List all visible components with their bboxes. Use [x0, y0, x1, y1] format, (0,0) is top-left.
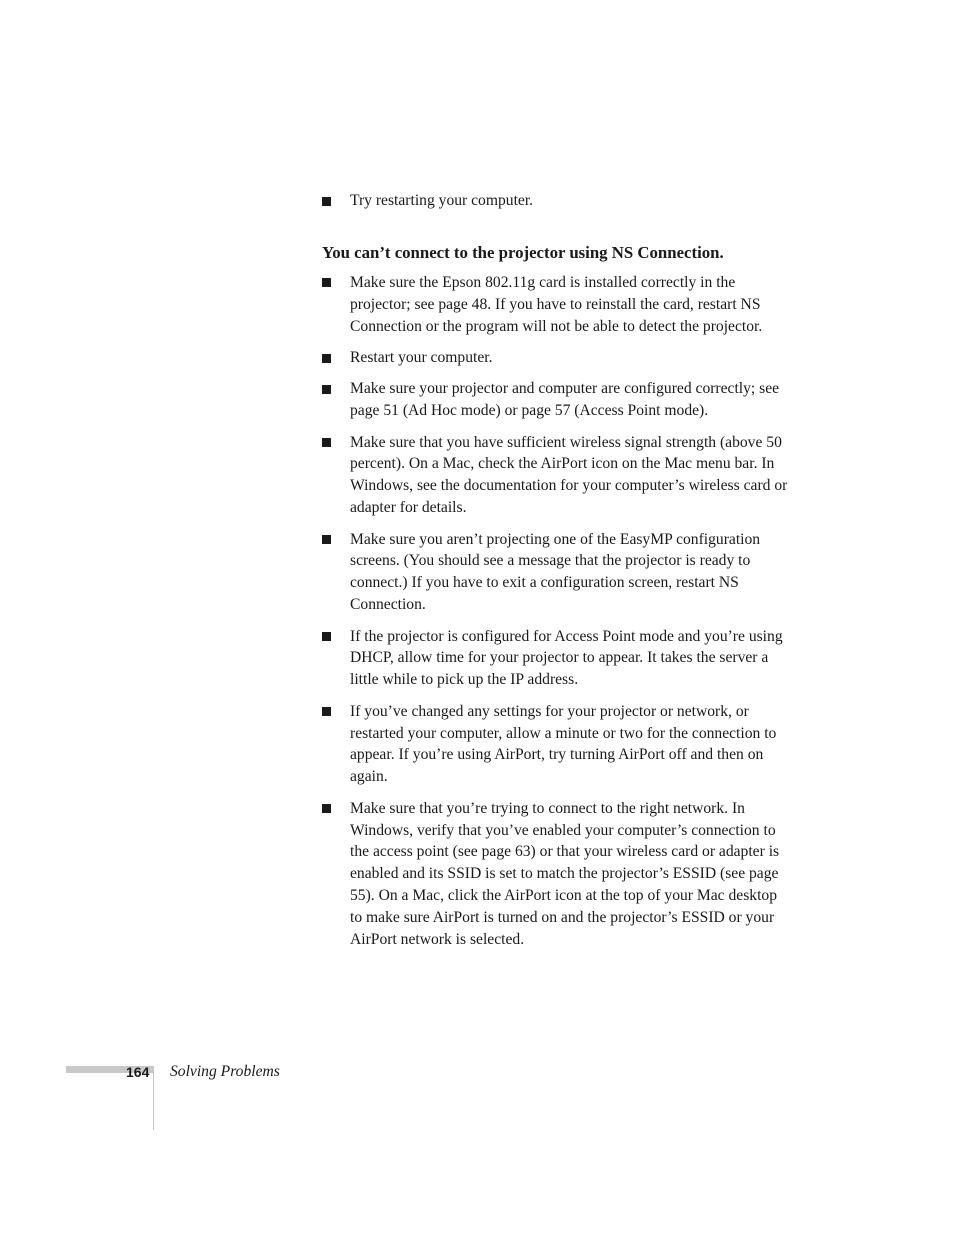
- list-item-text: Restart your computer.: [350, 349, 493, 367]
- footer-divider: [153, 1066, 154, 1130]
- list-item: [322, 347, 788, 369]
- page-content: [322, 190, 788, 960]
- page-number: 164: [126, 1064, 150, 1080]
- list-item: [322, 701, 788, 789]
- list-item-text: Try restarting your computer.: [350, 192, 534, 209]
- list-item-text: Make sure you aren’t projecting one of the EasyMP configuration screens. (You should see a message that the projector is ready to connect.) If you have to exit a configuration screen, restart NS Connection.: [350, 530, 761, 614]
- square-bullet-icon: [322, 438, 331, 447]
- section-heading: You can’t connect to the projector using NS Connection.: [322, 242, 724, 262]
- square-bullet-icon: [322, 354, 331, 363]
- list-item-text: Make sure that you have sufficient wireless signal strength (above 50 percent). On a Mac, check the AirPort icon on the Mac menu bar. In Windows, see the documentation for your computer’s wireless card or adapter for details.: [350, 433, 788, 517]
- running-footer-title: Solving Problems: [170, 1063, 280, 1080]
- list-item: [322, 190, 788, 212]
- list-item: [322, 272, 788, 338]
- list-item-text: If you’ve changed any settings for your projector or network, or restarted your computer, allow a minute or two for the connection to appear. If you’re using AirPort, try turning AirPort off and then on again.: [350, 702, 777, 786]
- square-bullet-icon: [322, 632, 331, 641]
- list-item-text: Make sure that you’re trying to connect to the right network. In Windows, verify that you’ve enabled your computer’s connection to the access point (see page 63) or that your wireless card or adapter is enabled and its SSID is set to match the projector’s ESSID (see page 55). On a Mac, click the AirPort icon at the top of your Mac desktop to make sure AirPort is turned on and the projector’s ESSID or your AirPort network is selected.: [350, 799, 780, 949]
- list-item-text: If the projector is configured for Access Point mode and you’re using DHCP, allow time for your projector to appear. It takes the server a little while to pick up the IP address.: [350, 627, 783, 689]
- list-item: [322, 529, 788, 617]
- list-item: [322, 378, 788, 422]
- square-bullet-icon: [322, 278, 331, 287]
- square-bullet-icon: [322, 385, 331, 394]
- square-bullet-icon: [322, 804, 331, 813]
- list-item-text: Make sure your projector and computer are configured correctly; see page 51 (Ad Hoc mode) or page 57 (Access Point mode).: [350, 380, 780, 420]
- list-item: [322, 432, 788, 520]
- square-bullet-icon: [322, 535, 331, 544]
- list-item: [322, 626, 788, 692]
- square-bullet-icon: [322, 707, 331, 716]
- list-item: [322, 798, 788, 951]
- square-bullet-icon: [322, 197, 331, 206]
- list-item-text: Make sure the Epson 802.11g card is installed correctly in the projector; see page 48. If you have to reinstall the card, restart NS Connection or the program will not be able to detect the projector.: [350, 273, 763, 335]
